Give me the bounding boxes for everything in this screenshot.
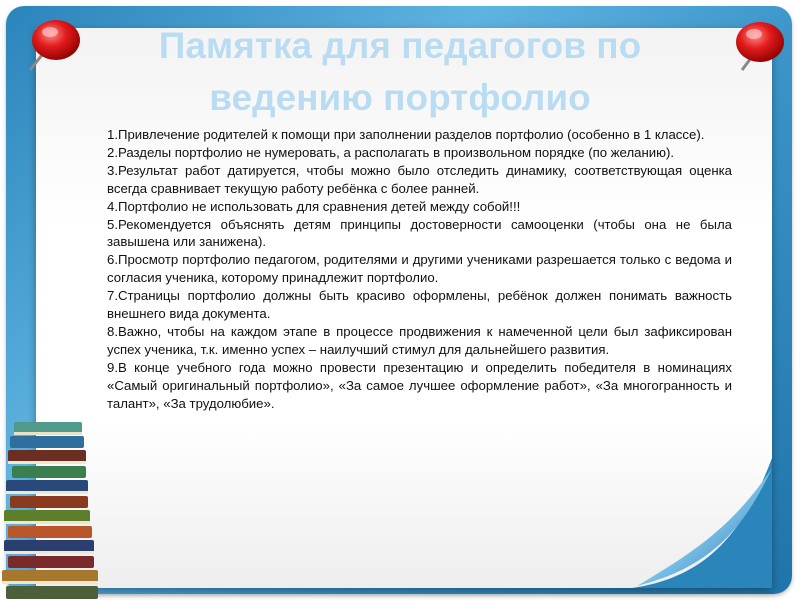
page-title xyxy=(60,20,740,124)
red-pushpin-icon xyxy=(726,14,792,76)
memo-item-9: 9.В конце учебного года можно провести презентацию и определить победителя в номинациях «Самый оригинальный портфолио», «За самое лучшее оформление работ», «За многогранность и талант», «За трудолюбие». xyxy=(107,359,732,411)
memo-item-5: 5.Рекомендуется объяснять детям принципы достоверности самооценки (чтобы она не была завышена или занижена). xyxy=(107,216,732,250)
memo-item-1: 1.Привлечение родителей к помощи при заполнении разделов портфолио (особенно в 1 классе). xyxy=(107,127,705,142)
memo-item-3: 3.Результат работ датируется, чтобы можно было отследить динамику, соответствующая оценка всегда сравнивает текущую работу ребёнка с более ранней. xyxy=(107,162,732,196)
memo-item-4: 4.Портфолио не использовать для сравнения детей между собой!!! xyxy=(107,198,521,214)
page-curl-icon xyxy=(592,458,772,588)
title-line-1: Памятка для педагогов по xyxy=(158,25,642,66)
memo-item-2: 2.Разделы портфолио не нумеровать, а располагать в произвольном порядке (по желанию). xyxy=(107,144,675,160)
memo-list xyxy=(107,126,732,413)
title-line-2: ведению портфолио xyxy=(209,77,591,118)
memo-item-8: 8.Важно, чтобы на каждом этапе в процессе продвижения к намеченной цели был зафиксирован успех ученика, т.к. именно успех – наилучший стимул для дальнейшего развития. xyxy=(107,323,732,357)
book-stack-icon xyxy=(0,420,112,600)
red-pushpin-icon xyxy=(16,10,86,80)
memo-item-7: 7.Страницы портфолио должны быть красиво оформлены, ребёнок должен понимать важность внешнего вида документа. xyxy=(107,288,732,322)
memo-item-6: 6.Просмотр портфолио педагогом, родителями и другими учениками разрешается только с ведома и согласия ученика, которому принадлежит портфолио. xyxy=(107,252,732,286)
